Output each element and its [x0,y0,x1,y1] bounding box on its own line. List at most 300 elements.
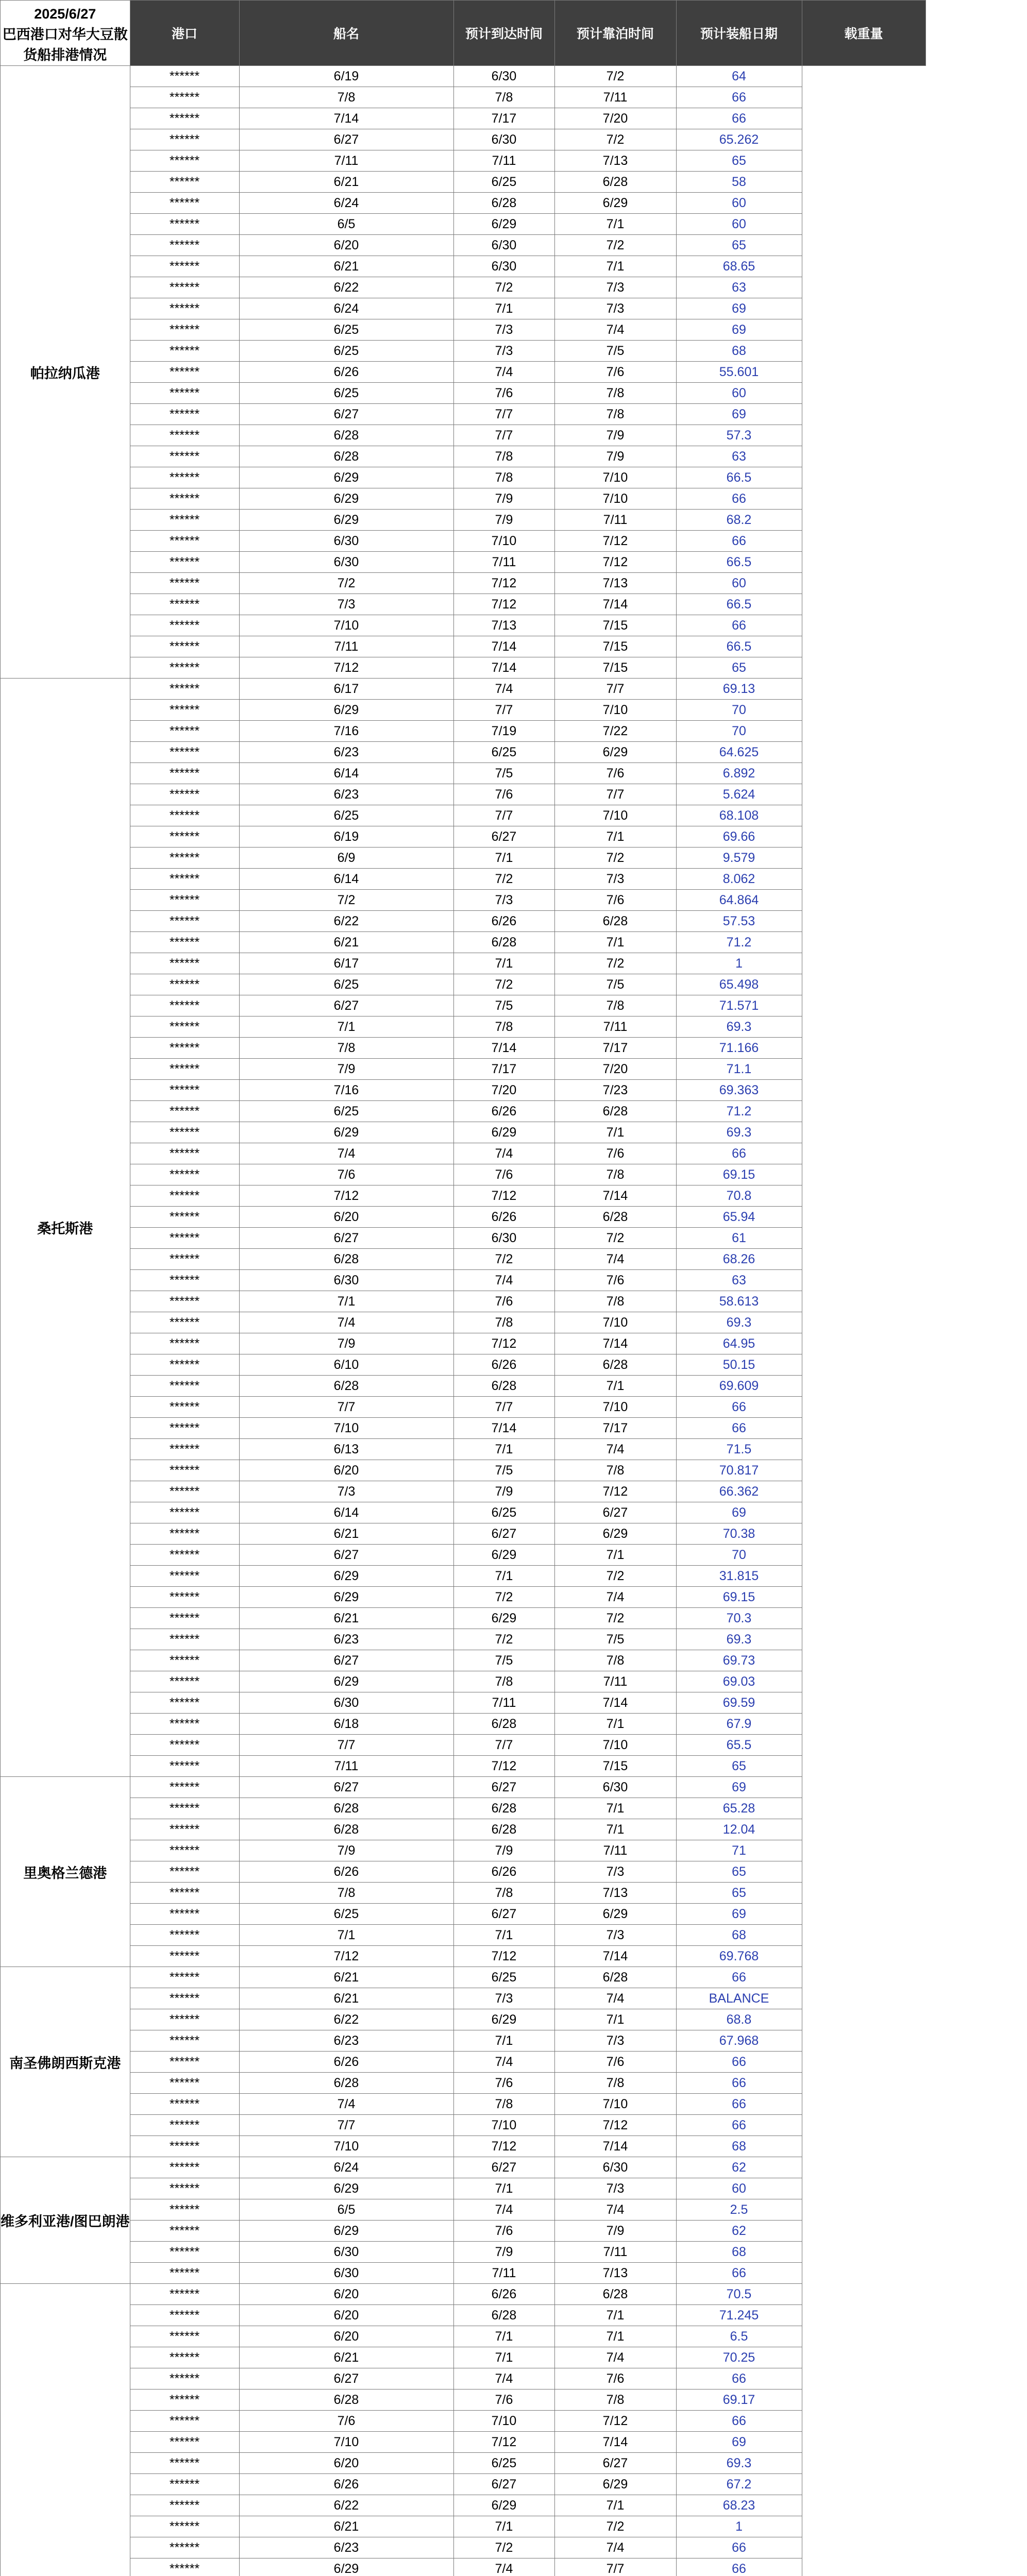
table-row [1,1819,926,1840]
eta-cell: 6/21 [239,256,453,277]
table-row [1,1354,926,1376]
vessel-name: ****** [130,1988,239,2009]
tonnage-cell: 69 [676,1904,802,1925]
tonnage-cell: 66 [676,108,802,129]
eta-cell: 6/27 [239,1650,453,1671]
berthing-cell: 7/2 [453,1587,554,1608]
berthing-cell: 7/4 [453,1270,554,1291]
eta-cell: 6/27 [239,995,453,1016]
table-row [1,2073,926,2094]
tonnage-cell: 1 [676,2516,802,2537]
tonnage-cell: 70 [676,721,802,742]
eta-cell: 6/21 [239,1523,453,1545]
berthing-cell: 7/11 [453,150,554,172]
tonnage-cell: 1 [676,953,802,974]
eta-cell: 6/27 [239,1545,453,1566]
table-row [1,1376,926,1397]
table-row [1,1122,926,1143]
vessel-name: ****** [130,1016,239,1038]
header-loading-date: 预计装船日期 [676,1,802,66]
vessel-name: ****** [130,341,239,362]
tonnage-cell: 70.5 [676,2284,802,2305]
eta-cell: 6/24 [239,298,453,319]
table-row [1,1481,926,1502]
loading-cell: 7/22 [554,721,676,742]
table-row [1,953,926,974]
tonnage-cell: 65.94 [676,1207,802,1228]
eta-cell: 6/27 [239,404,453,425]
eta-cell: 6/25 [239,1904,453,1925]
berthing-cell: 7/6 [453,2221,554,2242]
vessel-name: ****** [130,2305,239,2326]
loading-cell: 7/1 [554,1376,676,1397]
vessel-name: ****** [130,488,239,510]
tonnage-cell: 66 [676,2052,802,2073]
vessel-name: ****** [130,1545,239,1566]
tonnage-cell: 71 [676,1840,802,1861]
table-row [1,1080,926,1101]
table-row [1,721,926,742]
berthing-cell: 7/4 [453,1143,554,1164]
tonnage-cell: 69 [676,1502,802,1523]
vessel-name: ****** [130,1418,239,1439]
tonnage-cell: BALANCE [676,1988,802,2009]
eta-cell: 6/27 [239,1228,453,1249]
table-row [1,256,926,277]
tonnage-cell: 69.13 [676,679,802,700]
loading-cell: 7/2 [554,235,676,256]
eta-cell: 6/29 [239,467,453,488]
tonnage-cell: 62 [676,2221,802,2242]
vessel-name: ****** [130,2347,239,2368]
table-row [1,1249,926,1270]
vessel-name: ****** [130,2326,239,2347]
vessel-name: ****** [130,1587,239,1608]
port-name [1,2284,130,2576]
tonnage-cell: 71.166 [676,1038,802,1059]
loading-cell: 6/28 [554,1967,676,1988]
loading-cell: 7/1 [554,1819,676,1840]
loading-cell: 7/10 [554,1397,676,1418]
berthing-cell: 6/30 [453,66,554,87]
vessel-name: ****** [130,1925,239,1946]
tonnage-cell: 71.2 [676,932,802,953]
eta-cell: 6/5 [239,2199,453,2221]
tonnage-cell: 70.38 [676,1523,802,1545]
vessel-name: ****** [130,1692,239,1714]
berthing-cell: 7/11 [453,552,554,573]
vessel-name: ****** [130,1354,239,1376]
vessel-name: ****** [130,1523,239,1545]
loading-cell: 7/8 [554,1650,676,1671]
eta-cell: 6/24 [239,193,453,214]
vessel-name: ****** [130,214,239,235]
eta-cell: 6/29 [239,2221,453,2242]
eta-cell: 6/13 [239,1439,453,1460]
loading-cell: 7/11 [554,1016,676,1038]
loading-cell: 7/10 [554,1735,676,1756]
berthing-cell: 7/7 [453,1735,554,1756]
loading-cell: 7/14 [554,2136,676,2157]
tonnage-cell: 69.15 [676,1587,802,1608]
table-row [1,446,926,467]
eta-cell: 6/25 [239,341,453,362]
table-row [1,1143,926,1164]
vessel-name: ****** [130,2242,239,2263]
table-row [1,2305,926,2326]
report-heading: 巴西港口对华大豆散货船排港情况 [2,27,128,63]
berthing-cell: 6/27 [453,826,554,848]
tonnage-cell: 64.625 [676,742,802,763]
table-row [1,1101,926,1122]
tonnage-cell: 69.768 [676,1946,802,1967]
loading-cell: 7/10 [554,467,676,488]
berthing-cell: 6/27 [453,1523,554,1545]
vessel-name: ****** [130,108,239,129]
loading-cell: 7/8 [554,2389,676,2411]
loading-cell: 7/4 [554,2537,676,2558]
eta-cell: 6/29 [239,700,453,721]
tonnage-cell: 58 [676,172,802,193]
loading-cell: 6/27 [554,1502,676,1523]
eta-cell: 6/29 [239,2558,453,2576]
table-row [1,2263,926,2284]
loading-cell: 7/12 [554,552,676,573]
berthing-cell: 7/2 [453,2537,554,2558]
loading-cell: 7/4 [554,319,676,341]
loading-cell: 7/17 [554,1418,676,1439]
loading-cell: 7/6 [554,2052,676,2073]
loading-cell: 7/12 [554,2411,676,2432]
table-row [1,404,926,425]
eta-cell: 7/1 [239,1016,453,1038]
vessel-name: ****** [130,150,239,172]
berthing-cell: 6/26 [453,1861,554,1883]
eta-cell: 6/30 [239,531,453,552]
berthing-cell: 6/30 [453,129,554,150]
loading-cell: 7/2 [554,848,676,869]
loading-cell: 7/8 [554,1460,676,1481]
tonnage-cell: 66 [676,2368,802,2389]
vessel-name: ****** [130,1397,239,1418]
vessel-name: ****** [130,2558,239,2576]
loading-cell: 7/2 [554,129,676,150]
table-row [1,1439,926,1460]
tonnage-cell: 57.53 [676,911,802,932]
berthing-cell: 7/11 [453,1692,554,1714]
tonnage-cell: 70 [676,700,802,721]
loading-cell: 7/3 [554,2178,676,2199]
berthing-cell: 7/8 [453,1312,554,1333]
table-row [1,1207,926,1228]
loading-cell: 7/1 [554,214,676,235]
loading-cell: 7/5 [554,974,676,995]
berthing-cell: 7/9 [453,488,554,510]
loading-cell: 7/12 [554,2115,676,2136]
loading-cell: 7/1 [554,1122,676,1143]
tonnage-cell: 66 [676,1143,802,1164]
vessel-name: ****** [130,319,239,341]
tonnage-cell: 68 [676,2136,802,2157]
vessel-name: ****** [130,1714,239,1735]
eta-cell: 7/6 [239,1164,453,1185]
vessel-name: ****** [130,953,239,974]
loading-cell: 6/28 [554,1354,676,1376]
eta-cell: 6/21 [239,172,453,193]
tonnage-cell: 2.5 [676,2199,802,2221]
vessel-name: ****** [130,1122,239,1143]
loading-cell: 6/27 [554,2453,676,2474]
loading-cell: 7/2 [554,2516,676,2537]
vessel-name: ****** [130,1143,239,1164]
loading-cell: 6/28 [554,911,676,932]
berthing-cell: 7/6 [453,383,554,404]
vessel-name: ****** [130,129,239,150]
table-row [1,1988,926,2009]
tonnage-cell: 69.3 [676,1016,802,1038]
tonnage-cell: 71.245 [676,2305,802,2326]
vessel-name: ****** [130,2432,239,2453]
vessel-name: ****** [130,510,239,531]
berthing-cell: 7/6 [453,2073,554,2094]
vessel-name: ****** [130,974,239,995]
tonnage-cell: 66 [676,488,802,510]
berthing-cell: 7/1 [453,298,554,319]
table-row [1,1861,926,1883]
berthing-cell: 6/26 [453,2284,554,2305]
tonnage-cell: 68 [676,2242,802,2263]
table-row [1,2389,926,2411]
eta-cell: 7/11 [239,150,453,172]
loading-cell: 7/15 [554,1756,676,1777]
loading-cell: 7/4 [554,2347,676,2368]
loading-cell: 7/8 [554,1164,676,1185]
tonnage-cell: 66 [676,1397,802,1418]
berthing-cell: 6/26 [453,1101,554,1122]
berthing-cell: 7/10 [453,2411,554,2432]
berthing-cell: 6/28 [453,1376,554,1397]
table-row [1,425,926,446]
tonnage-cell: 68.26 [676,1249,802,1270]
eta-cell: 7/3 [239,594,453,615]
eta-cell: 6/22 [239,277,453,298]
berthing-cell: 7/9 [453,2242,554,2263]
tonnage-cell: 65 [676,235,802,256]
loading-cell: 6/29 [554,1523,676,1545]
loading-cell: 7/3 [554,277,676,298]
table-row [1,1270,926,1291]
vessel-name: ****** [130,1883,239,1904]
loading-cell: 7/15 [554,615,676,636]
vessel-name: ****** [130,2009,239,2030]
vessel-name: ****** [130,679,239,700]
tonnage-cell: 69 [676,2432,802,2453]
tonnage-cell: 66 [676,1967,802,1988]
loading-cell: 7/10 [554,700,676,721]
eta-cell: 6/26 [239,362,453,383]
loading-cell: 7/11 [554,510,676,531]
vessel-name: ****** [130,2516,239,2537]
eta-cell: 6/20 [239,2326,453,2347]
eta-cell: 6/28 [239,1249,453,1270]
tonnage-cell: 12.04 [676,1819,802,1840]
tonnage-cell: 69.609 [676,1376,802,1397]
header-eta: 预计到达时间 [453,1,554,66]
table-row [1,488,926,510]
eta-cell: 6/30 [239,552,453,573]
tonnage-cell: 63 [676,446,802,467]
table-row [1,129,926,150]
berthing-cell: 6/25 [453,172,554,193]
tonnage-cell: 65.28 [676,1798,802,1819]
tonnage-cell: 66 [676,2263,802,2284]
table-row [1,552,926,573]
eta-cell: 7/16 [239,1080,453,1101]
tonnage-cell: 65.498 [676,974,802,995]
eta-cell: 7/1 [239,1925,453,1946]
eta-cell: 7/4 [239,1312,453,1333]
berthing-cell: 7/14 [453,1418,554,1439]
loading-cell: 7/8 [554,1291,676,1312]
berthing-cell: 7/12 [453,1946,554,1967]
eta-cell: 6/26 [239,2052,453,2073]
eta-cell: 6/30 [239,1692,453,1714]
tonnage-cell: 69.3 [676,1629,802,1650]
loading-cell: 7/1 [554,826,676,848]
berthing-cell: 7/4 [453,2052,554,2073]
berthing-cell: 7/2 [453,1629,554,1650]
vessel-name: ****** [130,66,239,87]
vessel-name: ****** [130,932,239,953]
loading-cell: 7/10 [554,2094,676,2115]
tonnage-cell: 66.362 [676,1481,802,1502]
loading-cell: 7/9 [554,425,676,446]
vessel-name: ****** [130,1861,239,1883]
eta-cell: 6/20 [239,2284,453,2305]
berthing-cell: 7/14 [453,636,554,657]
table-row [1,657,926,679]
port-name: 里奥格兰德港 [1,1777,130,1967]
vessel-name: ****** [130,1185,239,1207]
eta-cell: 7/4 [239,2094,453,2115]
tonnage-cell: 66 [676,2537,802,2558]
berthing-cell: 7/1 [453,953,554,974]
loading-cell: 7/1 [554,2326,676,2347]
table-row [1,784,926,805]
tonnage-cell: 69.3 [676,1312,802,1333]
tonnage-cell: 66.5 [676,467,802,488]
eta-cell: 6/25 [239,974,453,995]
header-port: 港口 [130,1,239,66]
table-row [1,1904,926,1925]
table-row [1,848,926,869]
berthing-cell: 6/28 [453,1798,554,1819]
table-row [1,2115,926,2136]
berthing-cell: 7/12 [453,1333,554,1354]
loading-cell: 7/1 [554,2305,676,2326]
vessel-name: ****** [130,277,239,298]
eta-cell: 7/14 [239,108,453,129]
loading-cell: 7/12 [554,1481,676,1502]
vessel-name: ****** [130,1228,239,1249]
eta-cell: 7/12 [239,657,453,679]
table-row [1,193,926,214]
loading-cell: 7/4 [554,1439,676,1460]
tonnage-cell: 8.062 [676,869,802,890]
table-row [1,890,926,911]
table-row [1,742,926,763]
vessel-name: ****** [130,256,239,277]
vessel-name: ****** [130,2495,239,2516]
vessel-name: ****** [130,1566,239,1587]
report-title [1,1,130,66]
tonnage-cell: 6.5 [676,2326,802,2347]
table-row [1,1925,926,1946]
eta-cell: 6/28 [239,425,453,446]
table-row [1,1777,926,1798]
tonnage-cell: 68.8 [676,2009,802,2030]
vessel-name: ****** [130,2178,239,2199]
tonnage-cell: 70.8 [676,1185,802,1207]
tonnage-cell: 60 [676,573,802,594]
eta-cell: 6/25 [239,383,453,404]
vessel-name: ****** [130,636,239,657]
eta-cell: 7/3 [239,1481,453,1502]
tonnage-cell: 63 [676,1270,802,1291]
berthing-cell: 7/8 [453,1671,554,1692]
tonnage-cell: 69.3 [676,2453,802,2474]
loading-cell: 7/17 [554,1038,676,1059]
table-row [1,531,926,552]
table-row [1,869,926,890]
table-row [1,341,926,362]
loading-cell: 7/14 [554,594,676,615]
vessel-name: ****** [130,1059,239,1080]
tonnage-cell: 71.5 [676,1439,802,1460]
vessel-name: ****** [130,172,239,193]
loading-cell: 6/29 [554,193,676,214]
loading-cell: 7/3 [554,1861,676,1883]
table-row [1,679,926,700]
berthing-cell: 7/1 [453,1566,554,1587]
berthing-cell: 6/25 [453,1502,554,1523]
vessel-name: ****** [130,2030,239,2052]
vessel-name: ****** [130,1904,239,1925]
berthing-cell: 7/12 [453,573,554,594]
vessel-name: ****** [130,1756,239,1777]
berthing-cell: 6/27 [453,2474,554,2495]
berthing-cell: 6/25 [453,742,554,763]
eta-cell: 6/20 [239,2305,453,2326]
tonnage-cell: 6.892 [676,763,802,784]
table-row [1,1587,926,1608]
port-name: 南圣佛朗西斯克港 [1,1967,130,2157]
eta-cell: 7/8 [239,87,453,108]
vessel-name: ****** [130,2284,239,2305]
berthing-cell: 6/27 [453,1777,554,1798]
vessel-name: ****** [130,87,239,108]
berthing-cell: 7/7 [453,805,554,826]
table-row [1,1608,926,1629]
berthing-cell: 7/4 [453,2199,554,2221]
eta-cell: 7/8 [239,1038,453,1059]
berthing-cell: 7/4 [453,2558,554,2576]
tonnage-cell: 67.9 [676,1714,802,1735]
vessel-name: ****** [130,1312,239,1333]
table-row [1,1692,926,1714]
vessel-name: ****** [130,1819,239,1840]
loading-cell: 7/14 [554,1185,676,1207]
